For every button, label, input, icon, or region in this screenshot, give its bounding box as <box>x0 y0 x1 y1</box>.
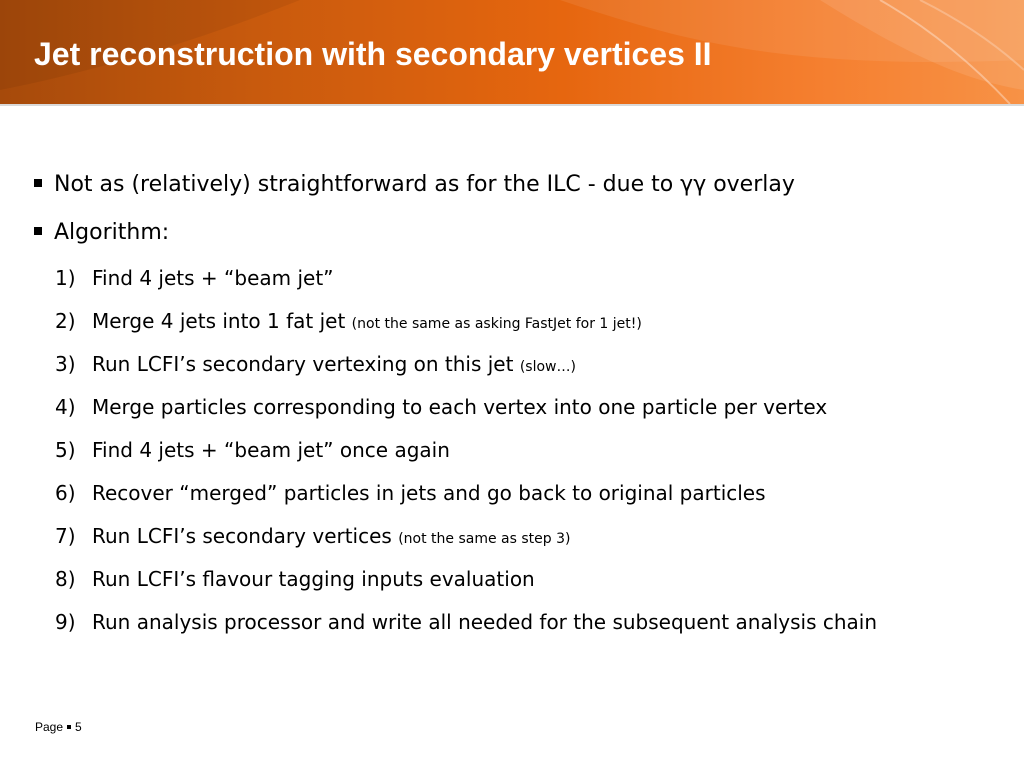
step-number: 6) <box>55 481 76 505</box>
algorithm-step <box>55 481 766 505</box>
bullet-text: Not as (relatively) straightforward as for the ILC - due to γγ overlay <box>54 172 795 197</box>
step-number: 8) <box>55 567 76 591</box>
page-number: 5 <box>75 720 82 734</box>
step-text: Recover “merged” particles in jets and go back to original particles <box>92 481 766 505</box>
bullet-text: Algorithm: <box>54 220 170 245</box>
square-bullet-icon <box>34 227 42 235</box>
page-footer <box>35 719 82 735</box>
algorithm-step <box>55 610 877 634</box>
step-number: 1) <box>55 266 76 290</box>
algorithm-step <box>55 352 576 379</box>
algorithm-step <box>55 395 827 419</box>
step-text: Run analysis processor and write all needed for the subsequent analysis chain <box>92 610 877 634</box>
step-note: (not the same as step 3) <box>398 531 571 547</box>
step-text: Run LCFI’s secondary vertexing on this jet <box>92 352 514 376</box>
step-text: Find 4 jets + “beam jet” <box>92 266 334 290</box>
footer-separator-icon <box>67 725 71 729</box>
step-note: (not the same as asking FastJet for 1 jet!) <box>351 316 642 332</box>
square-bullet-icon <box>34 179 42 187</box>
algorithm-step <box>55 266 334 290</box>
step-number: 3) <box>55 352 76 376</box>
step-text: Merge 4 jets into 1 fat jet <box>92 309 346 333</box>
bullet-item <box>34 220 169 246</box>
step-number: 9) <box>55 610 76 634</box>
step-text: Run LCFI’s secondary vertices <box>92 524 392 548</box>
algorithm-step <box>55 567 535 591</box>
algorithm-step <box>55 438 450 462</box>
slide-title: Jet reconstruction with secondary vertices II <box>34 36 712 72</box>
header-divider <box>0 104 1024 106</box>
step-text: Run LCFI’s flavour tagging inputs evaluation <box>92 567 535 591</box>
step-text: Merge particles corresponding to each vertex into one particle per vertex <box>92 395 828 419</box>
step-number: 5) <box>55 438 76 462</box>
bullet-item <box>34 172 795 198</box>
algorithm-step <box>55 309 642 336</box>
title-banner <box>0 0 1024 106</box>
algorithm-step <box>55 524 570 551</box>
step-text: Find 4 jets + “beam jet” once again <box>92 438 450 462</box>
step-number: 7) <box>55 524 76 548</box>
step-number: 4) <box>55 395 76 419</box>
page-label: Page <box>35 720 64 734</box>
step-number: 2) <box>55 309 76 333</box>
step-note: (slow…) <box>519 359 576 375</box>
